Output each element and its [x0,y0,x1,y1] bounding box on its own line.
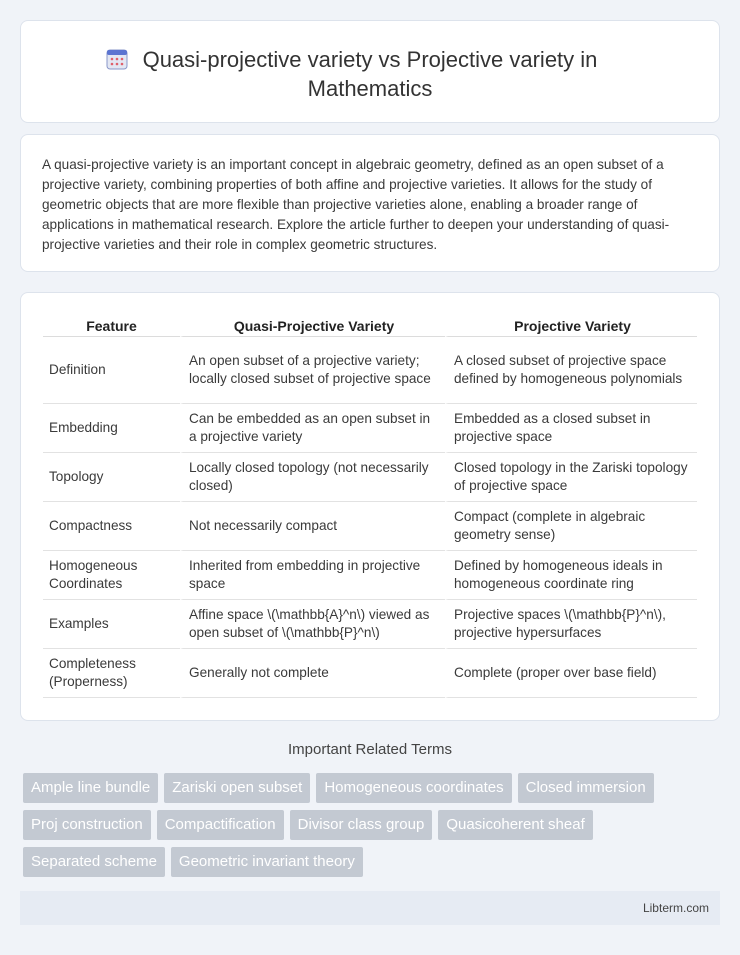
table-cell: Generally not complete [180,649,445,698]
table-cell: Can be embedded as an open subset in a projective variety [180,404,445,453]
table-cell: Complete (proper over base field) [445,649,697,698]
table-cell: Compactness [43,502,180,551]
table-cell: Homogeneous Coordinates [43,551,180,600]
table-cell: Examples [43,600,180,649]
table-cell: Inherited from embedding in projective space [180,551,445,600]
table-row [43,600,697,649]
intro-card [20,134,720,272]
tag-row [23,773,713,803]
table-row [43,453,697,502]
related-term-tag[interactable]: Closed immersion [518,773,654,803]
column-header: Feature [43,316,180,337]
related-term-tag[interactable]: Zariski open subset [164,773,310,803]
related-term-tag[interactable]: Separated scheme [23,847,165,877]
page-title: Quasi-projective variety vs Projective variety in Mathematics [142,47,598,101]
table-cell: Embedded as a closed subset in projective space [445,404,697,453]
table-cell: Completeness (Properness) [43,649,180,698]
table-cell: Not necessarily compact [180,502,445,551]
footer-site-link[interactable]: Libterm.com [642,901,709,915]
table-cell: Closed topology in the Zariski topology of projective space [445,453,697,502]
comparison-table [43,316,697,698]
table-row [43,502,697,551]
table-header-row [43,316,697,337]
table-cell: Topology [43,453,180,502]
tag-row [23,847,713,877]
table-cell: Projective spaces \(\mathbb{P}^n\), projective hypersurfaces [445,600,697,649]
title-card [20,20,720,123]
table-cell: An open subset of a projective variety; locally closed subset of projective space [180,337,445,404]
table-cell: Compact (complete in algebraic geometry sense) [445,502,697,551]
table-cell: Locally closed topology (not necessarily closed) [180,453,445,502]
table-cell: Definition [43,337,180,404]
table-cell: Affine space \(\mathbb{A}^n\) viewed as open subset of \(\mathbb{P}^n\) [180,600,445,649]
comparison-card [20,292,720,721]
footer [20,891,720,925]
column-header: Projective Variety [445,316,697,337]
tag-row [23,810,713,840]
table-row [43,649,697,698]
related-terms [23,773,713,884]
table-cell: A closed subset of projective space defined by homogeneous polynomials [445,337,697,404]
related-term-tag[interactable]: Quasicoherent sheaf [438,810,592,840]
related-terms-heading: Important Related Terms [288,741,452,758]
related-term-tag[interactable]: Homogeneous coordinates [316,773,511,803]
related-term-tag[interactable]: Ample line bundle [23,773,158,803]
table-cell: Embedding [43,404,180,453]
table-row [43,337,697,404]
related-term-tag[interactable]: Compactification [157,810,284,840]
table-cell: Defined by homogeneous ideals in homogeneous coordinate ring [445,551,697,600]
related-term-tag[interactable]: Divisor class group [290,810,433,840]
table-row [43,404,697,453]
related-term-tag[interactable]: Proj construction [23,810,151,840]
table-row [43,551,697,600]
related-term-tag[interactable]: Geometric invariant theory [171,847,363,877]
intro-paragraph: A quasi-projective variety is an important concept in algebraic geometry, defined as an open subset of a projective variety, combining properties of both affine and projective varieties. It allows for the study of geometric objects that are more flexible than projective varieties alone, enabling a broader range of applications in mathematical research. Explore the article further to deepen your understanding of quasi-projective varieties and their role in complex geometric structures. [42,157,670,252]
column-header: Quasi-Projective Variety [180,316,445,337]
